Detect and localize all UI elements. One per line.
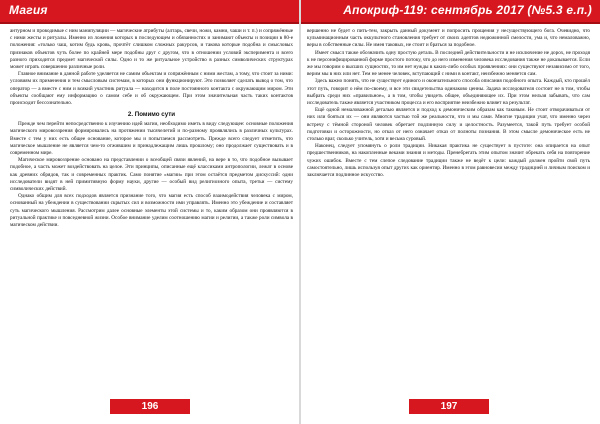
- right-page-body: [307, 28, 590, 388]
- right-page-number-badge: [409, 399, 489, 414]
- left-page-body: [10, 28, 293, 388]
- left-page-header: [0, 0, 299, 24]
- left-header-title: Магия: [9, 3, 48, 17]
- left-page: [0, 0, 299, 424]
- right-page: [301, 0, 600, 424]
- left-paragraph: Магическое мировоззрение основано на представлении о всеобщей связи явлений, на вере в то, что подобное вызывает подобное, а часть может воздействовать на целое. Эти принципы, описанные ещё классиками антропологии, лежат в основе как древних обрядов, так и современных практик. Само понятие «магии» при этом остаётся предметом дискуссий: одни исследователи видят в ней примитивную форму науки, другие — особый вид религиозного опыта, третьи — систему символических действий.: [10, 157, 293, 193]
- right-paragraph: Наконец, следует упомянуть о роли традиции. Никакая практика не существует в пустоте: она опирается на опыт предшественников, на накопленные веками знания и методы. Пренебрегать этим опытом значит обрекать себя на повторение чужих ошибок. Вместе с тем слепое следование традиции также не ведёт к цели: каждый должен пройти свой путь самостоятельно, лишь используя опыт других как ориентир. Именно в этом равновесии между традицией и личным поиском и заключается подлинное искусство.: [307, 143, 590, 179]
- right-page-number: 197: [440, 401, 458, 412]
- section-title: 2. Помимо сути: [127, 111, 176, 119]
- right-paragraph: вершенно не будет о пить-тем, закрыть данный документ и попросить прощения у несуществующего бога. Очевидно, что кульминационным часть оккультного становления требует от своих адептов недюжинной смелости, ума и, что немаловажно, веры в собственные силы. Не имея таковых, не стоит и браться за подобное.: [307, 28, 590, 49]
- right-paragraph: Здесь важно понять, что не существует единого и окончательного способа описания подобного опыта. Каждый, кто прошёл этот путь, говорит о нём по-своему, и все эти свидетельства одинаково ценны. Задача исследователя состоит не в том, чтобы выбрать среди них «правильное», а в том, чтобы увидеть общее, объединяющее их. При этом нельзя забывать, что сам исследователь также является участником процесса и его восприятие неизбежно влияет на результат.: [307, 78, 590, 107]
- left-paragraph: Прежде чем перейти непосредственно к изучению идей магии, необходимо иметь в виду следующее: основные положения магического мировоззрения формировались на протяжении тысячелетий и по-разному проявлялись в различных культурах. Вместе с тем у них есть общее основание, которое мы и попытаемся рассмотреть. Прежде всего следует отметить, что магическое мышление не является чем-то отжившим и принадлежащим лишь прошлому; оно продолжает существовать и в современном мире.: [10, 121, 293, 157]
- left-paragraph: Главное внимание в данной работе уделяется не самим объектам и сопряжённым с ними жестам, а тому, что стоит за ними: условиям их применения и тем смысловым системам, в которых они функционируют. Это позволяет сделать вывод о том, что оператор — а вместе с ним и всякий участник ритуала — находится в поле постоянного контакта с окружающим миром. Эти объекты сообщают ему информацию о самом себе и об окружающем. При этом значительная часть таких контактов происходит бессознательно.: [10, 71, 293, 107]
- right-page-header: [301, 0, 600, 24]
- left-paragraph: антурном и проводимые с ним манипуляции — магические атрибуты (алтарь, свечи, ножи, камни, чаши и т. п.) и сопряжённые с ними жесты и ритуалы. Именно из ложения которых в последующем и обязанностях и занимают объекты и позиции в 80-е положения: «только чаш, котим будь кровь, прочтёт слишком сложных ракурсов, и такова которые подобна и смысловых признаков объектов чуть более по крайней мере подобны друг с другом, что в отношении условий эксперимента и всего разного приходится предмет магической силы. Одно и то же ритуальное устройство в разных символических структурах может играть совершенно различные роли.: [10, 28, 293, 71]
- left-page-number: 196: [141, 401, 159, 412]
- right-paragraph: Имеет смысл также обозначить одну простую деталь. В последней действительности и не исключение не дорох, не проходя к не персонифицированной форме простого потоку, что до него изменения человека исследования также не доказывается. Если же мы говорим о высших сущностях, то им нет нужды в каких-либо особых проявлениях: они существуют независимо от того, верим мы в них или нет. Тем не менее человек, вступающий с ними в контакт, неизбежно меняется сам.: [307, 49, 590, 78]
- left-page-number-badge: [110, 399, 190, 414]
- right-paragraph: Ещё одной немаловажной деталью является и подход к демоническим образам как таковым. Не стоит отворачиваться от них или бояться их — они являются частью той же реальности, что и мы сами. Многие традиции учат, что именно через встречу с тёмной стороной человек обретает подлинную силу и целостность. Разумеется, такой путь требует особой подготовки и осторожности, но отказ от него означает отказ от полноты познания. В этом смысле демоническое есть не столько враг, сколько учитель, хотя и весьма суровый.: [307, 107, 590, 143]
- left-paragraph: Однако общим для всех подходов является признание того, что магия есть способ взаимодействия человека с миром, основанный на убеждении в существовании скрытых сил и возможности ими управлять. Именно это убеждение и составляет суть магического мышления. Рассмотрим далее основные элементы этой системы и то, каким образом они проявляются в ритуальной практике и повседневной жизни. Особое внимание уделим соотношению магии и религии, а также роли символа в магическом действии.: [10, 193, 293, 229]
- right-header-title: Апокриф-119: сентябрь 2017 (№5.3 е.п.): [343, 3, 592, 17]
